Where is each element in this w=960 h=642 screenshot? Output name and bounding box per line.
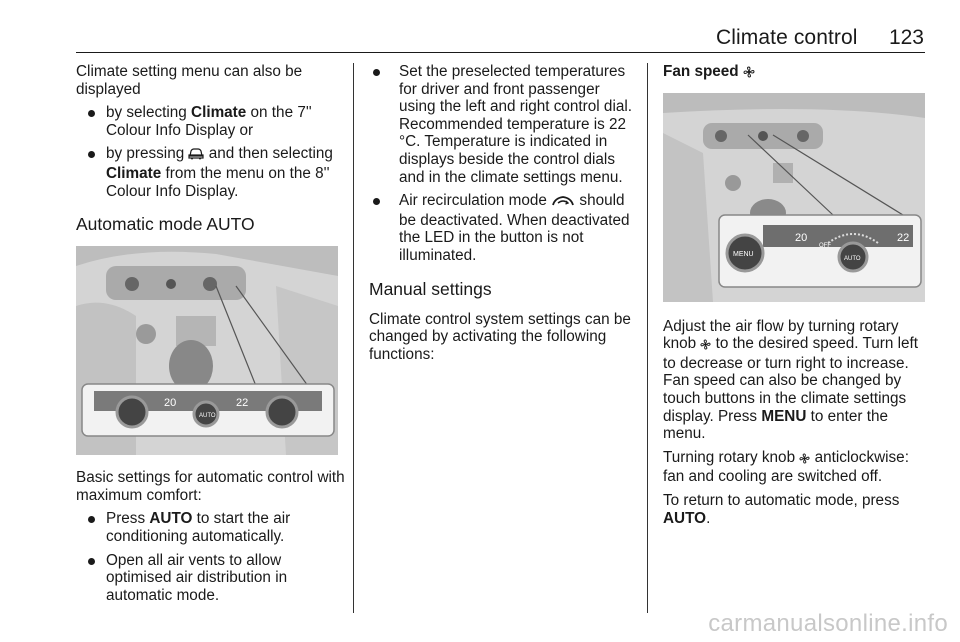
fig2-right-temp: 22 [897,231,910,244]
fan-paragraph-3: To return to automatic mode, press AUTO. [663,491,900,527]
list-item: Open all air vents to allow optimised air distribution in automatic mode. [76,552,346,605]
intro-text: Climate setting menu can also be displayed [76,63,303,98]
fig1-right-temp: 22 [236,397,249,410]
caption-text: Basic settings for automatic control with maximum comfort: [76,469,345,504]
fig2-left-temp: 20 [795,231,808,244]
fig1-left-temp: 20 [164,397,177,410]
column-2 [369,63,635,369]
fan-speed-heading: Fan speed [663,63,928,83]
page-header-title: Climate control [716,26,858,49]
column-divider-2 [647,63,648,613]
section-heading-manual: Manual settings [369,278,492,299]
car-menu-icon [188,147,204,165]
page-number: 123 [888,26,924,49]
fan-icon [799,451,810,469]
fig2-knob-label: AUTO [844,255,861,262]
list-item: by selecting Climate on the 7'' Colour Info Display or [76,104,346,139]
list-item: by pressing and then selecting Climate from the menu on the 8'' Colour Info Display. [76,145,346,200]
watermark: carmanualsonline.info [708,610,948,637]
fan-paragraph-2: Turning rotary knob anticlockwise: fan and cooling are switched off. [663,448,909,486]
fig2-off-label: OFF [819,242,831,249]
column-divider-1 [353,63,354,613]
header-rule [76,52,925,53]
fan-icon [700,337,711,355]
fig1-knob-label: AUTO [199,413,216,420]
fan-paragraph-1: Adjust the air flow by turning rotary knob to the desired speed. Turn left to decrease or turn right to increase. Fan speed can also be changed by touch buttons in the climate settings display. Press MENU to enter the menu. [663,317,919,443]
list-item: Air recirculation mode should be deactivated. When deactivated the LED in the button is not illuminated. [369,192,635,264]
fan-control-figure [663,93,925,302]
recirculation-icon [551,194,575,212]
section-heading-automatic: Automatic mode AUTO [76,214,255,235]
manual-settings-text: Climate control system settings can be changed by activating the following functions: [369,310,631,363]
fig2-menu-label: MENU [733,250,754,258]
list-item: Set the preselected temperatures for driver and front passenger using the left and right control dial. Recommended temperature is 22 °C. Temperature is indicated in displays beside the control dials and in the climate settings menu. [369,63,635,186]
column-3 [663,63,928,533]
list-item: Press AUTO to start the air conditioning automatically. [76,510,346,545]
climate-panel-figure [76,246,338,455]
column-1 [76,63,346,610]
fan-icon [743,65,755,83]
